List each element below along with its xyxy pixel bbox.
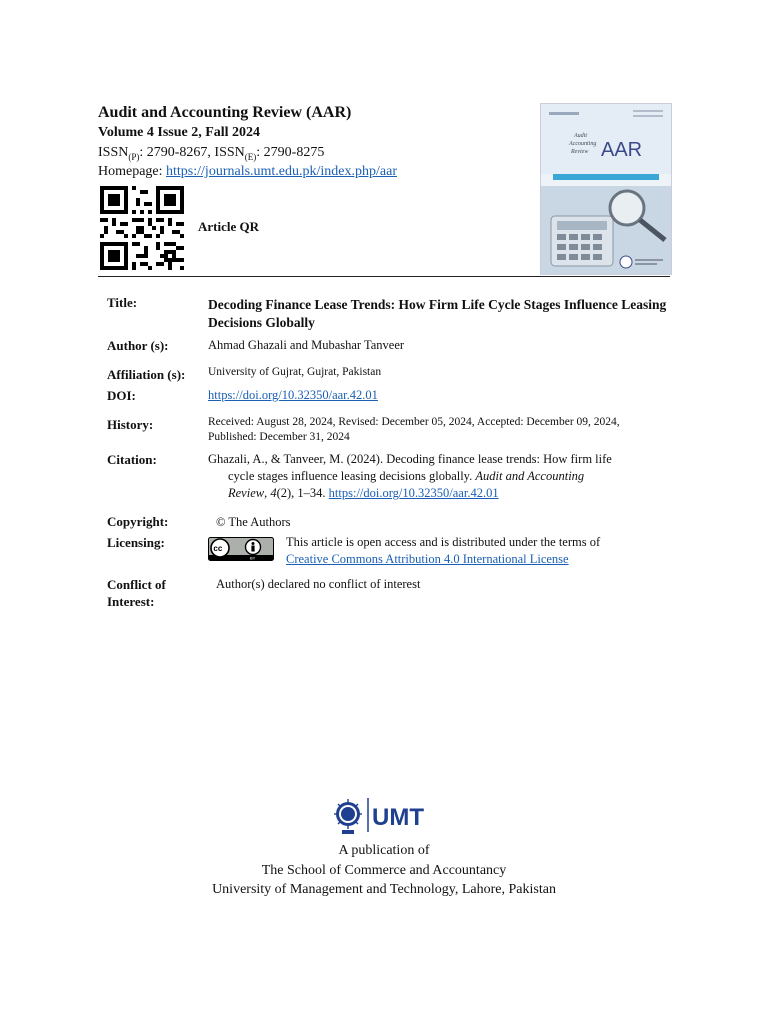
copyright-label: Copyright:: [107, 514, 169, 529]
citation-value: Ghazali, A., & Tanveer, M. (2024). Decoding finance lease trends: How firm life cycle stages influence leasing decisions globally. Audit and Accounting Review, 4(2), 1–34. https://doi.org/10.32350/aar.42.01: [208, 452, 612, 500]
article-title: Decoding Finance Lease Trends: How Firm Life Cycle Stages Influence Leasing Decisions Globally: [208, 297, 667, 330]
author-label: Author (s):: [107, 338, 169, 353]
svg-text:cc: cc: [213, 544, 223, 553]
cover-title-line2: Accounting: [569, 141, 597, 147]
journal-title: Audit and Accounting Review (AAR): [98, 104, 352, 121]
copyright-value: © The Authors: [216, 515, 291, 529]
conflict-value: Author(s) declared no conflict of interest: [216, 577, 421, 591]
licensing-text: This article is open access and is distributed under the terms of Creative Commons Attribution 4.0 International License: [286, 535, 601, 566]
title-label: Title:: [107, 295, 138, 310]
publication-line-2: The School of Commerce and Accountancy: [261, 863, 507, 878]
citation-doi-link[interactable]: https://doi.org/10.32350/aar.42.01: [328, 486, 499, 500]
article-qr-code[interactable]: [100, 186, 184, 270]
author-value: Ahmad Ghazali and Mubashar Tanveer: [208, 338, 405, 352]
article-qr-label: Article QR: [198, 219, 260, 234]
publication-line-3: University of Management and Technology, Lahore, Pakistan: [212, 882, 556, 897]
license-link[interactable]: Creative Commons Attribution 4.0 International License: [286, 552, 569, 566]
svg-text:BY: BY: [250, 555, 256, 561]
cover-title-line3: Review: [571, 149, 589, 155]
umt-logo-text: UMT: [372, 804, 424, 831]
affiliation-value: University of Gujrat, Gujrat, Pakistan: [208, 366, 382, 378]
cover-monogram: AAR: [601, 139, 643, 161]
homepage-line: [98, 164, 397, 180]
journal-volume: Volume 4 Issue 2, Fall 2024: [98, 125, 261, 140]
cover-title-line1: Audit: [574, 133, 587, 139]
umt-logo: [334, 796, 434, 836]
journal-cover-image: [540, 103, 672, 275]
licensing-label: Licensing:: [107, 535, 165, 550]
conflict-label: Conflict of Interest:: [107, 577, 166, 609]
citation-label: Citation:: [107, 452, 157, 467]
doi-link[interactable]: https://doi.org/10.32350/aar.42.01: [208, 388, 378, 402]
publication-line-1: A publication of: [338, 843, 430, 858]
history-label: History:: [107, 417, 154, 432]
header-divider: [98, 276, 670, 277]
homepage-link[interactable]: https://journals.umt.edu.pk/index.php/aar: [166, 164, 397, 179]
issn-line: $ISSN_{(P)}$: 2790-8267, $ISSN_{(E)}$: 2790-8275: [98, 145, 325, 162]
doi-label: DOI:: [107, 388, 136, 403]
homepage-label: Homepage:: [98, 164, 167, 179]
cc-by-license-icon[interactable]: [208, 537, 274, 561]
affiliation-label: Affiliation (s):: [107, 367, 186, 382]
history-value: Received: August 28, 2024, Revised: December 05, 2024, Accepted: December 09, 2024, Published: December 31, 2024: [208, 416, 620, 443]
